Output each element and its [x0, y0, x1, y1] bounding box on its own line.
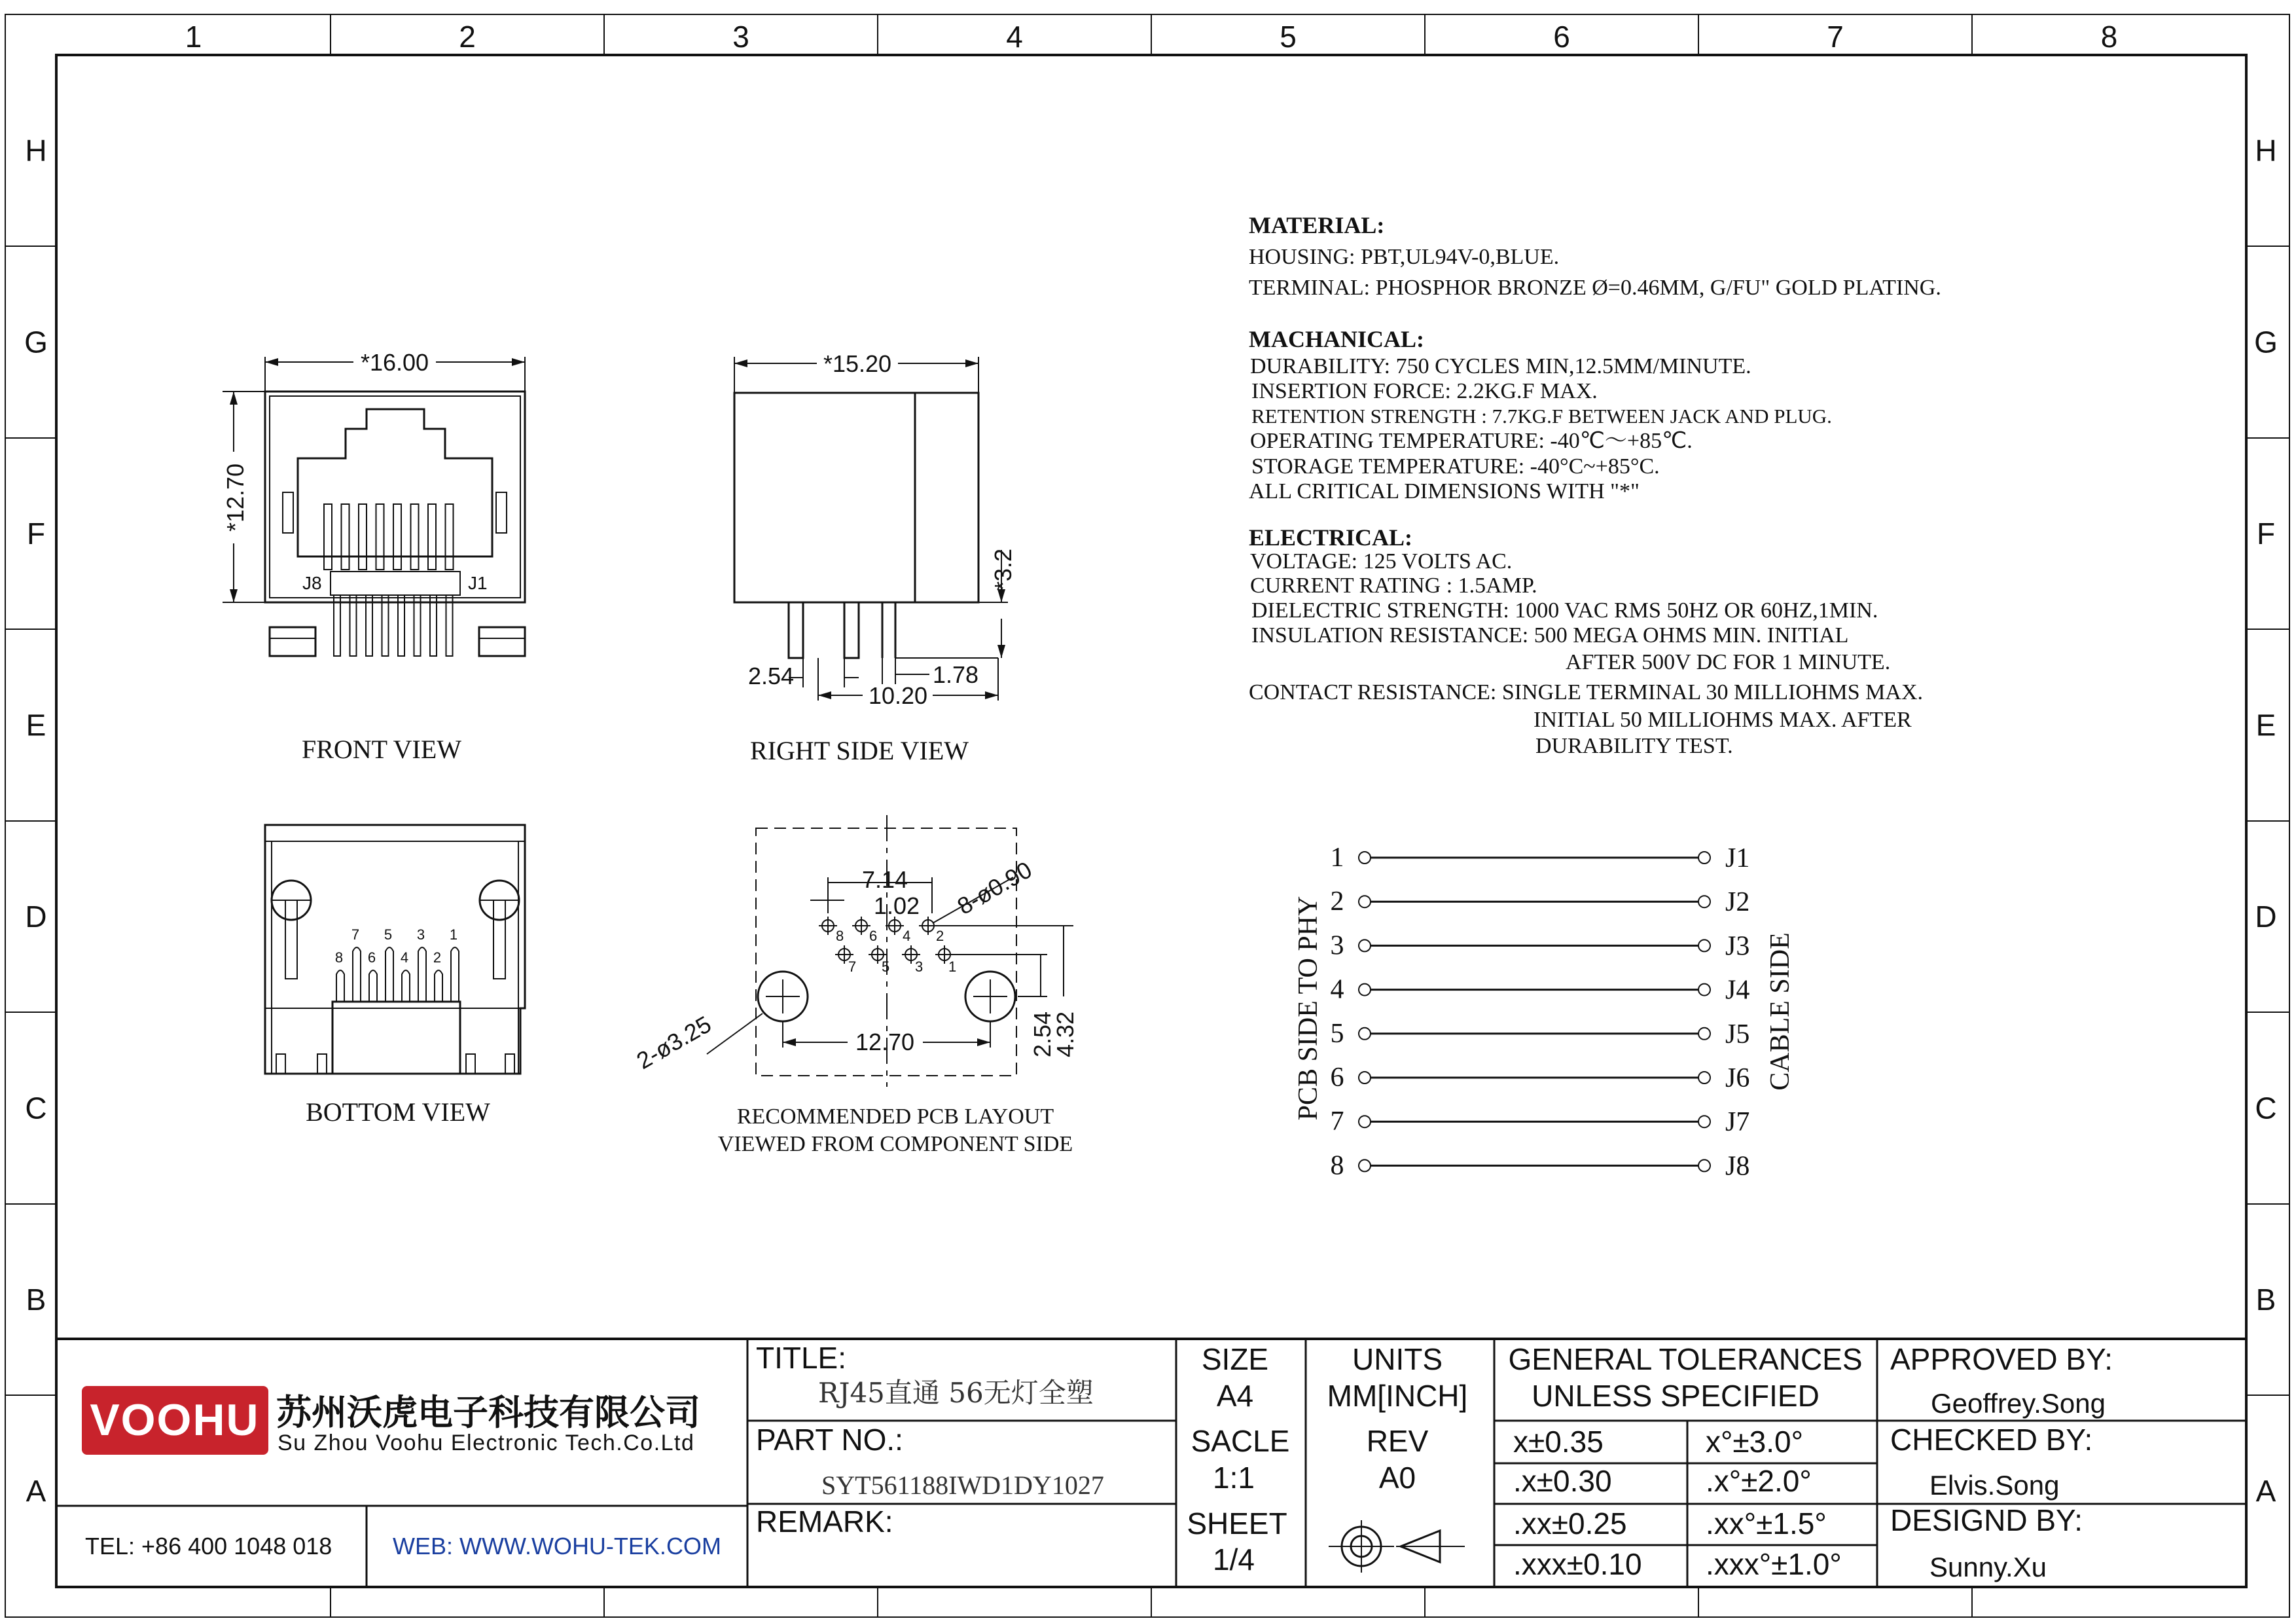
- mechanical-title: MACHANICAL:: [1249, 326, 1424, 352]
- bottom-pin-label: 8: [334, 949, 344, 966]
- pcb-pin-label: 3: [915, 958, 924, 975]
- wiring-pin-right: J1: [1725, 843, 1750, 873]
- right-side-view: [734, 350, 1016, 765]
- pcb-dim-432: 4.32: [1052, 1011, 1079, 1058]
- wiring-node: [1359, 1072, 1371, 1084]
- tolerance-linear: .xxx±0.10: [1513, 1547, 1642, 1581]
- wiring-pin-right: J5: [1725, 1019, 1750, 1049]
- scale-label: SACLE: [1191, 1424, 1290, 1458]
- wiring-pin-right: J7: [1725, 1107, 1750, 1138]
- bottom-pin-label: 4: [400, 949, 409, 966]
- grid-row-label-left: G: [24, 325, 48, 359]
- part-no-label: PART NO.:: [756, 1423, 903, 1457]
- front-contact: [428, 504, 436, 570]
- grid-col-label: 1: [185, 20, 202, 54]
- wiring-node: [1359, 1159, 1371, 1171]
- material-line: TERMINAL: PHOSPHOR BRONZE Ø=0.46MM, G/FU" GOLD PLATING.: [1249, 276, 1941, 300]
- wiring-node: [1698, 1159, 1710, 1171]
- wiring-node: [1698, 984, 1710, 996]
- mechanical-line: ALL CRITICAL DIMENSIONS WITH "*": [1249, 479, 1640, 503]
- designed-value: Sunny.Xu: [1929, 1552, 2047, 1582]
- tolerance-angular: x°±3.0°: [1706, 1425, 1803, 1459]
- company-name-cn: 苏州沃虎电子科技有限公司: [276, 1392, 700, 1433]
- front-dim-width: *16.00: [360, 349, 429, 376]
- wiring-node: [1698, 852, 1710, 864]
- bottom-view: [265, 825, 525, 1127]
- electrical-line: CONTACT RESISTANCE: SINGLE TERMINAL 30 MILLIOHMS MAX.: [1249, 680, 1923, 704]
- wiring-pin-left: 6: [1330, 1063, 1344, 1093]
- bottom-pin: [369, 970, 377, 1002]
- pcb-pin-label: 6: [869, 928, 878, 944]
- material-line: HOUSING: PBT,UL94V-0,BLUE.: [1249, 245, 1560, 269]
- checked-value: Elvis.Song: [1929, 1470, 2060, 1501]
- tolerance-linear: .xx±0.25: [1513, 1506, 1627, 1541]
- grid-row-label-left: A: [26, 1474, 46, 1508]
- approved-value: Geoffrey.Song: [1931, 1388, 2106, 1419]
- front-contact: [324, 504, 332, 570]
- front-leg: [350, 595, 357, 656]
- grid-row-label-right: C: [2255, 1091, 2277, 1125]
- wiring-right-label: CABLE SIDE: [1765, 932, 1795, 1091]
- bottom-pin-label: 1: [449, 926, 458, 943]
- projection-symbol: [1329, 1520, 1465, 1573]
- wiring-pin-right: J3: [1725, 931, 1750, 962]
- size-value: A4: [1216, 1379, 1254, 1413]
- wiring-pin-left: 7: [1330, 1106, 1344, 1137]
- front-dim-height: *12.70: [222, 463, 249, 532]
- grid-row-label-right: E: [2255, 708, 2276, 742]
- front-view-caption: FRONT VIEW: [301, 735, 462, 764]
- wiring-pin-right: J2: [1725, 887, 1750, 918]
- pcb-pin-label: 5: [882, 958, 890, 975]
- tolerance-title2: UNLESS SPECIFIED: [1532, 1379, 1820, 1413]
- side-dim-pin: *3.2: [990, 548, 1016, 591]
- bottom-mount-right: [480, 881, 519, 979]
- electrical-line: AFTER 500V DC FOR 1 MINUTE.: [1566, 650, 1891, 674]
- bottom-mount-left: [272, 881, 311, 979]
- bottom-pin: [435, 970, 442, 1002]
- front-contact: [446, 504, 454, 570]
- front-leg: [382, 595, 389, 656]
- front-view: [222, 349, 525, 764]
- pcb-caption-line2: VIEWED FROM COMPONENT SIDE: [717, 1132, 1073, 1156]
- grid-row-label-right: A: [2255, 1474, 2276, 1508]
- wiring-pin-right: J6: [1725, 1063, 1750, 1093]
- material-title: MATERIAL:: [1249, 212, 1385, 238]
- grid-row-label-left: C: [25, 1091, 47, 1125]
- front-leg: [366, 595, 372, 656]
- units-label: UNITS: [1352, 1342, 1443, 1376]
- side-dim-254: 2.54: [748, 663, 795, 689]
- wiring-node: [1698, 896, 1710, 907]
- front-leg: [398, 595, 404, 656]
- pcb-pin-label: 4: [903, 928, 911, 944]
- grid-row-label-right: H: [2255, 134, 2277, 168]
- company-tel: TEL: +86 400 1048 018: [85, 1533, 332, 1559]
- wiring-node: [1359, 896, 1371, 907]
- company-web: WEB: WWW.WOHU-TEK.COM: [393, 1533, 721, 1559]
- pcb-pin-label: 1: [948, 958, 957, 975]
- bottom-pin: [386, 947, 393, 1002]
- electrical-line: VOLTAGE: 125 VOLTS AC.: [1250, 549, 1513, 574]
- pcb-dim-102: 1.02: [873, 892, 920, 919]
- grid-row-label-left: E: [26, 708, 46, 742]
- bottom-pin: [418, 947, 426, 1002]
- electrical-line: INSULATION RESISTANCE: 500 MEGA OHMS MIN. INITIAL: [1251, 623, 1849, 647]
- wiring-pin-right: J4: [1725, 975, 1750, 1006]
- wiring-pin-left: 3: [1330, 930, 1344, 961]
- electrical-line: DIELECTRIC STRENGTH: 1000 VAC RMS 50HZ OR 60HZ,1MIN.: [1251, 598, 1878, 623]
- wiring-node: [1359, 939, 1371, 951]
- grid-row-label-left: H: [25, 134, 47, 168]
- title-value: RJ45直通 56无灯全塑: [818, 1377, 1094, 1409]
- bottom-pin-label: 5: [384, 926, 393, 943]
- front-contact: [376, 504, 384, 570]
- grid-row-label-left: D: [25, 900, 47, 934]
- mechanical-line: STORAGE TEMPERATURE: -40°C~+85°C.: [1251, 454, 1660, 479]
- grid-row-label-right: F: [2256, 517, 2276, 551]
- wiring-pin-left: 8: [1330, 1150, 1344, 1181]
- size-label: SIZE: [1201, 1342, 1269, 1376]
- wiring-node: [1698, 1072, 1710, 1084]
- tolerance-title1: GENERAL TOLERANCES: [1508, 1342, 1863, 1376]
- side-dim-width: *15.20: [823, 350, 892, 377]
- bottom-view-caption: BOTTOM VIEW: [306, 1097, 490, 1127]
- units-value: MM[INCH]: [1327, 1379, 1468, 1413]
- front-contact: [393, 504, 401, 570]
- grid-ticks: [5, 14, 2289, 1617]
- title-label: TITLE:: [756, 1341, 847, 1375]
- approved-label: APPROVED BY:: [1890, 1342, 2113, 1376]
- grid-col-label: 3: [732, 20, 749, 54]
- wiring-node: [1698, 1116, 1710, 1127]
- front-leg: [414, 595, 421, 656]
- pcb-pin-label: 8: [836, 928, 844, 944]
- bottom-pin: [451, 947, 459, 1002]
- wiring-pin-left: 2: [1330, 886, 1344, 917]
- part-no-value: SYT561188IWD1DY1027: [821, 1470, 1104, 1500]
- bottom-pin-label: 3: [416, 926, 425, 943]
- company-name-en: Su Zhou Voohu Electronic Tech.Co.Ltd: [278, 1431, 695, 1455]
- pcb-dim-1270: 12.70: [855, 1029, 915, 1055]
- wiring-left-label: PCB SIDE TO PHY: [1293, 896, 1323, 1121]
- designed-label: DESIGND BY:: [1890, 1503, 2083, 1537]
- front-label-j8: J8: [302, 573, 322, 593]
- mechanical-line: RETENTION STRENGTH : 7.7KG.F BETWEEN JACK AND PLUG.: [1251, 405, 1832, 428]
- pcb-layout: [632, 815, 1079, 1156]
- bottom-pin: [336, 970, 344, 1002]
- pcb-dim-mount: 2-ø3.25: [632, 1010, 716, 1074]
- wiring-node: [1698, 1028, 1710, 1040]
- tolerance-linear: x±0.35: [1513, 1425, 1604, 1459]
- grid-row-label-right: B: [2255, 1283, 2276, 1317]
- grid-row-label-left: F: [26, 517, 46, 551]
- wiring-pin-right: J8: [1725, 1151, 1750, 1182]
- scale-value: 1:1: [1213, 1461, 1255, 1495]
- remark-label: REMARK:: [756, 1504, 893, 1539]
- front-leg: [334, 595, 340, 656]
- pcb-dim-holes: 8-ø0.90: [952, 856, 1037, 920]
- grid-row-label-right: D: [2255, 900, 2277, 934]
- mechanical-line: OPERATING TEMPERATURE: -40℃～+85℃.: [1250, 429, 1693, 453]
- grid-col-label: 7: [1827, 20, 1844, 54]
- grid-row-label-right: G: [2254, 325, 2278, 359]
- specifications: [1249, 212, 1941, 758]
- bottom-pin-label: 2: [433, 949, 442, 966]
- mechanical-line: DURABILITY: 750 CYCLES MIN,12.5MM/MINUTE.: [1250, 354, 1751, 378]
- bottom-pin-label: 7: [351, 926, 360, 943]
- title-block: [56, 1339, 2246, 1587]
- front-contact: [411, 504, 419, 570]
- right-view-caption: RIGHT SIDE VIEW: [749, 736, 969, 765]
- wiring-diagram: [1293, 843, 1795, 1181]
- wiring-pin-left: 1: [1330, 843, 1344, 873]
- wiring-node: [1359, 1116, 1371, 1127]
- outer-border: [5, 14, 2289, 1617]
- front-contact: [342, 504, 350, 570]
- bottom-pin: [402, 970, 410, 1002]
- grid-col-label: 5: [1280, 20, 1297, 54]
- side-dim-1020: 10.20: [868, 682, 928, 709]
- sheet-label: SHEET: [1187, 1506, 1287, 1541]
- pcb-mount-right: [965, 972, 1015, 1021]
- wiring-node: [1698, 939, 1710, 951]
- electrical-line: DURABILITY TEST.: [1535, 734, 1733, 758]
- checked-label: CHECKED BY:: [1890, 1423, 2093, 1457]
- sheet-value: 1/4: [1213, 1542, 1255, 1577]
- rev-label: REV: [1366, 1424, 1429, 1458]
- front-leg: [430, 595, 437, 656]
- company-logo-text: VOOHU: [90, 1395, 260, 1445]
- pcb-dim-254: 2.54: [1029, 1011, 1056, 1058]
- wiring-pin-left: 4: [1330, 974, 1344, 1005]
- wiring-node: [1359, 984, 1371, 996]
- front-label-j1: J1: [468, 573, 488, 593]
- grid-col-label: 6: [1553, 20, 1570, 54]
- side-dim-178: 1.78: [933, 661, 979, 688]
- rev-value: A0: [1378, 1461, 1416, 1495]
- wiring-node: [1359, 1028, 1371, 1040]
- grid-col-label: 8: [2100, 20, 2118, 54]
- wiring-node: [1359, 852, 1371, 864]
- grid-col-label: 4: [1006, 20, 1023, 54]
- pcb-caption-line1: RECOMMENDED PCB LAYOUT: [736, 1104, 1054, 1129]
- mechanical-line: INSERTION FORCE: 2.2KG.F MAX.: [1251, 379, 1598, 403]
- grid-col-label: 2: [459, 20, 476, 54]
- grid-row-label-left: B: [26, 1283, 46, 1317]
- pcb-pin-label: 7: [848, 958, 857, 975]
- electrical-line: INITIAL 50 MILLIOHMS MAX. AFTER: [1534, 708, 1912, 732]
- tolerance-linear: .x±0.30: [1513, 1464, 1612, 1498]
- pcb-pin-label: 2: [936, 928, 944, 944]
- tolerance-angular: .xxx°±1.0°: [1706, 1547, 1842, 1581]
- bottom-pin: [353, 947, 361, 1002]
- electrical-title: ELECTRICAL:: [1249, 524, 1413, 551]
- front-leg: [446, 595, 453, 656]
- bottom-pin-label: 6: [367, 949, 376, 966]
- wiring-pin-left: 5: [1330, 1018, 1344, 1049]
- electrical-line: CURRENT RATING : 1.5AMP.: [1250, 574, 1537, 598]
- front-contact: [359, 504, 367, 570]
- tolerance-angular: .xx°±1.5°: [1706, 1506, 1827, 1541]
- pcb-mount-left: [758, 972, 808, 1021]
- tolerance-angular: .x°±2.0°: [1706, 1464, 1812, 1498]
- pcb-dim-714: 7.14: [861, 866, 908, 893]
